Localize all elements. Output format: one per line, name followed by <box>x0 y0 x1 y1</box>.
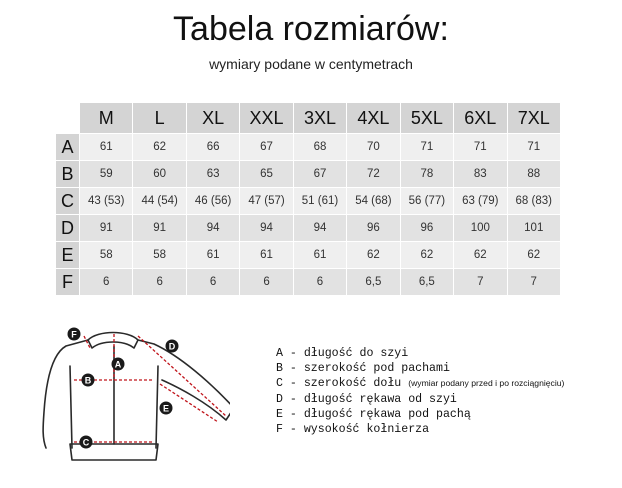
table-cell: 56 (77) <box>400 188 453 215</box>
size-header: 3XL <box>293 103 346 134</box>
table-cell: 68 <box>293 134 346 161</box>
legend-item-d: D - długość rękawa od szyi <box>276 392 457 406</box>
garment-diagram <box>30 322 230 472</box>
table-cell: 6 <box>240 269 293 296</box>
table-cell: 88 <box>507 161 561 188</box>
table-cell: 61 <box>80 134 133 161</box>
sweater-illustration <box>30 322 230 472</box>
table-cell: 58 <box>133 242 186 269</box>
table-row <box>56 161 561 188</box>
table-cell: 51 (61) <box>293 188 346 215</box>
table-cell: 65 <box>240 161 293 188</box>
table-cell: 91 <box>80 215 133 242</box>
marker-b-icon <box>82 374 95 387</box>
page-title: Tabela rozmiarów: <box>173 10 449 48</box>
table-cell: 101 <box>507 215 561 242</box>
table-cell: 71 <box>454 134 507 161</box>
measure-lines <box>74 334 226 442</box>
svg-text:F: F <box>71 329 77 340</box>
table-cell: 61 <box>293 242 346 269</box>
table-cell: 59 <box>80 161 133 188</box>
legend-item-b: B - szerokość pod pachami <box>276 362 450 376</box>
marker-c-icon <box>80 436 93 449</box>
legend-item-c-label: C - szerokość dołu <box>276 377 402 391</box>
table-cell: 71 <box>400 134 453 161</box>
table-cell: 66 <box>186 134 239 161</box>
table-row <box>56 188 561 215</box>
row-key: A <box>56 134 80 161</box>
table-cell: 7 <box>454 269 507 296</box>
measurement-legend <box>276 346 564 437</box>
size-header: L <box>133 103 186 134</box>
size-header-row <box>56 103 561 134</box>
svg-text:C: C <box>82 437 90 448</box>
table-cell: 94 <box>186 215 239 242</box>
row-key: C <box>56 188 80 215</box>
size-header: XXL <box>240 103 293 134</box>
legend-item-a: A - długość do szyi <box>276 347 409 360</box>
table-cell: 47 (57) <box>240 188 293 215</box>
legend-item-c-note: (wymiar podany przed i po rozciągnięciu) <box>408 378 565 389</box>
marker-d-icon <box>166 340 179 353</box>
table-row <box>56 134 561 161</box>
table-cell: 100 <box>454 215 507 242</box>
size-header: 7XL <box>507 103 561 134</box>
table-cell: 96 <box>400 215 453 242</box>
table-row <box>56 215 561 242</box>
table-row <box>56 269 561 296</box>
svg-text:B: B <box>84 375 92 386</box>
table-cell: 6 <box>80 269 133 296</box>
table-cell: 6 <box>133 269 186 296</box>
legend-item-c <box>276 376 564 391</box>
table-row <box>56 242 561 269</box>
table-cell: 62 <box>133 134 186 161</box>
marker-a-icon <box>112 358 125 371</box>
table-cell: 62 <box>454 242 507 269</box>
svg-text:A: A <box>114 359 122 370</box>
table-cell: 62 <box>347 242 400 269</box>
table-cell: 63 (79) <box>454 188 507 215</box>
table-cell: 62 <box>507 242 561 269</box>
size-header: XL <box>186 103 239 134</box>
size-header: 5XL <box>400 103 453 134</box>
table-cell: 54 (68) <box>347 188 400 215</box>
table-cell: 68 (83) <box>507 188 561 215</box>
table-cell: 44 (54) <box>133 188 186 215</box>
size-header: 6XL <box>454 103 507 134</box>
size-table <box>55 102 561 296</box>
table-corner <box>56 103 80 134</box>
table-cell: 61 <box>186 242 239 269</box>
row-key: D <box>56 215 80 242</box>
table-cell: 60 <box>133 161 186 188</box>
svg-text:E: E <box>162 403 170 414</box>
table-cell: 91 <box>133 215 186 242</box>
row-key: F <box>56 269 80 296</box>
table-cell: 63 <box>186 161 239 188</box>
table-cell: 61 <box>240 242 293 269</box>
table-cell: 6,5 <box>400 269 453 296</box>
measure-markers <box>68 328 179 449</box>
legend-item-f: F - wysokość kołnierza <box>276 423 430 437</box>
table-cell: 6 <box>293 269 346 296</box>
size-header: M <box>80 103 133 134</box>
row-key: E <box>56 242 80 269</box>
page-subtitle: wymiary podane w centymetrach <box>209 56 413 72</box>
size-header: 4XL <box>347 103 400 134</box>
table-cell: 6,5 <box>347 269 400 296</box>
table-cell: 43 (53) <box>80 188 133 215</box>
marker-e-icon <box>160 402 173 415</box>
table-cell: 70 <box>347 134 400 161</box>
table-cell: 71 <box>507 134 561 161</box>
table-cell: 94 <box>293 215 346 242</box>
table-cell: 96 <box>347 215 400 242</box>
svg-text:D: D <box>168 341 176 352</box>
table-cell: 94 <box>240 215 293 242</box>
row-key: B <box>56 161 80 188</box>
sweater-outline <box>43 333 230 461</box>
marker-f-icon <box>68 328 81 341</box>
table-cell: 72 <box>347 161 400 188</box>
table-cell: 83 <box>454 161 507 188</box>
table-cell: 78 <box>400 161 453 188</box>
table-cell: 7 <box>507 269 561 296</box>
table-cell: 62 <box>400 242 453 269</box>
table-cell: 6 <box>186 269 239 296</box>
table-cell: 58 <box>80 242 133 269</box>
table-cell: 67 <box>293 161 346 188</box>
table-cell: 67 <box>240 134 293 161</box>
table-cell: 46 (56) <box>186 188 239 215</box>
legend-item-e: E - długość rękawa pod pachą <box>276 407 471 421</box>
